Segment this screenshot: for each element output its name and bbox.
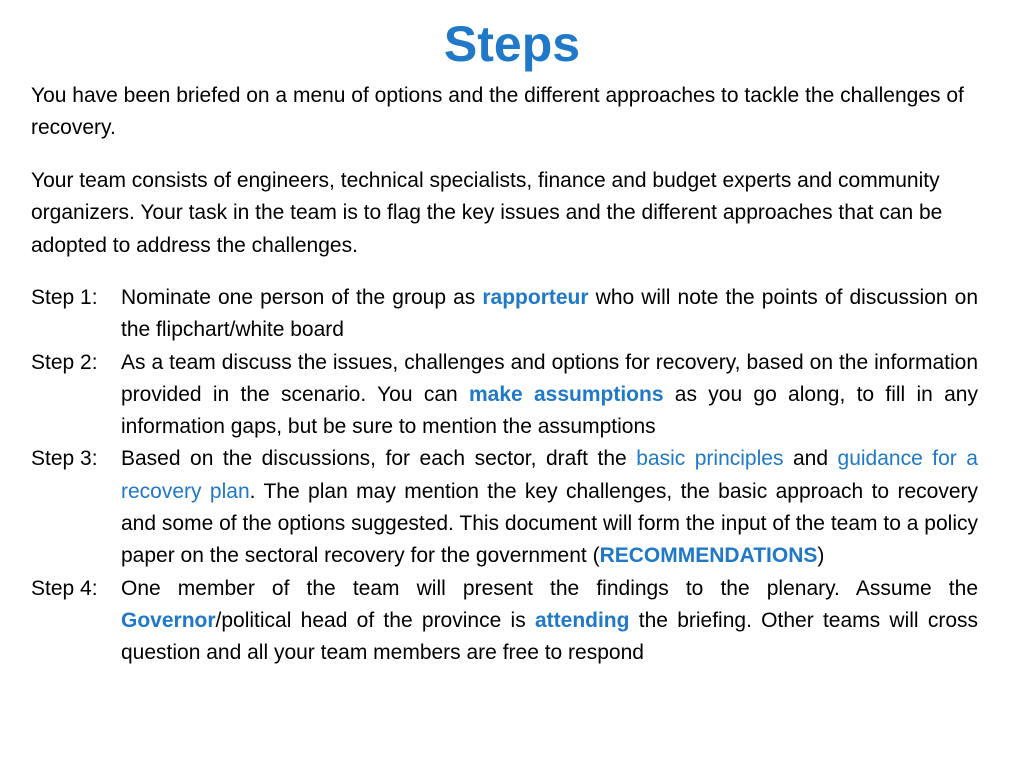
step-label: Step 3:	[31, 447, 98, 471]
intro-paragraph-2: Your team consists of engineers, technical specialists, finance and budget experts and community organizers. Your task in the team is to flag the key issues and the different approaches that can be adopted to address the challenges.	[31, 169, 943, 257]
step-text	[121, 443, 978, 572]
step-item	[31, 443, 978, 572]
step-text-run: /political head of the province is	[215, 608, 535, 632]
steps-list	[31, 282, 978, 670]
page-title: Steps	[443, 16, 581, 72]
step-text	[121, 573, 978, 670]
step-text-run: and	[783, 447, 838, 471]
step-text-run: Nominate one person of the group as	[121, 286, 483, 309]
intro-paragraph-1: You have been briefed on a menu of options and the different approaches to tackle the challenges of recovery.	[31, 84, 964, 140]
step-highlight: basic principles	[636, 447, 784, 471]
step-text-run: )	[817, 544, 825, 568]
step-label: Step 2:	[31, 350, 98, 374]
step-item	[31, 347, 978, 444]
step-text	[121, 347, 978, 444]
step-label: Step 1:	[31, 286, 98, 309]
step-text-run: who will note the points of discussion on the flipchart/white board	[121, 286, 979, 342]
step-text-run: Based on the discussions, for each sector, draft the	[121, 447, 637, 471]
step-text-run: the briefing. Other teams will cross question and all your team members are free to respond	[121, 608, 979, 665]
step-highlight: rapporteur	[482, 286, 589, 309]
step-item	[31, 573, 978, 670]
step-highlight: guidance for a recovery plan	[121, 447, 978, 503]
step-text-run: One member of the team will present the findings to the plenary. Assume the	[121, 576, 978, 600]
step-highlight: RECOMMENDATIONS	[599, 544, 818, 568]
step-text-run: as you go along, to fill in any information gaps, but be sure to mention the assumptions	[121, 382, 978, 439]
step-label: Step 4:	[31, 576, 98, 600]
step-highlight: make assumptions	[468, 382, 664, 406]
step-highlight: attending	[534, 608, 630, 632]
step-text-run: As a team discuss the issues, challenges and options for recovery, based on the information provided in the scenario. You can	[121, 350, 978, 406]
step-text-run: . The plan may mention the key challenges, the basic approach to recovery and some of the options suggested. This document will form the input of the team to a policy paper on the sectoral recovery for the government (	[121, 479, 978, 568]
step-item	[31, 282, 978, 347]
step-text	[121, 282, 978, 347]
step-highlight: Governor	[121, 608, 216, 632]
